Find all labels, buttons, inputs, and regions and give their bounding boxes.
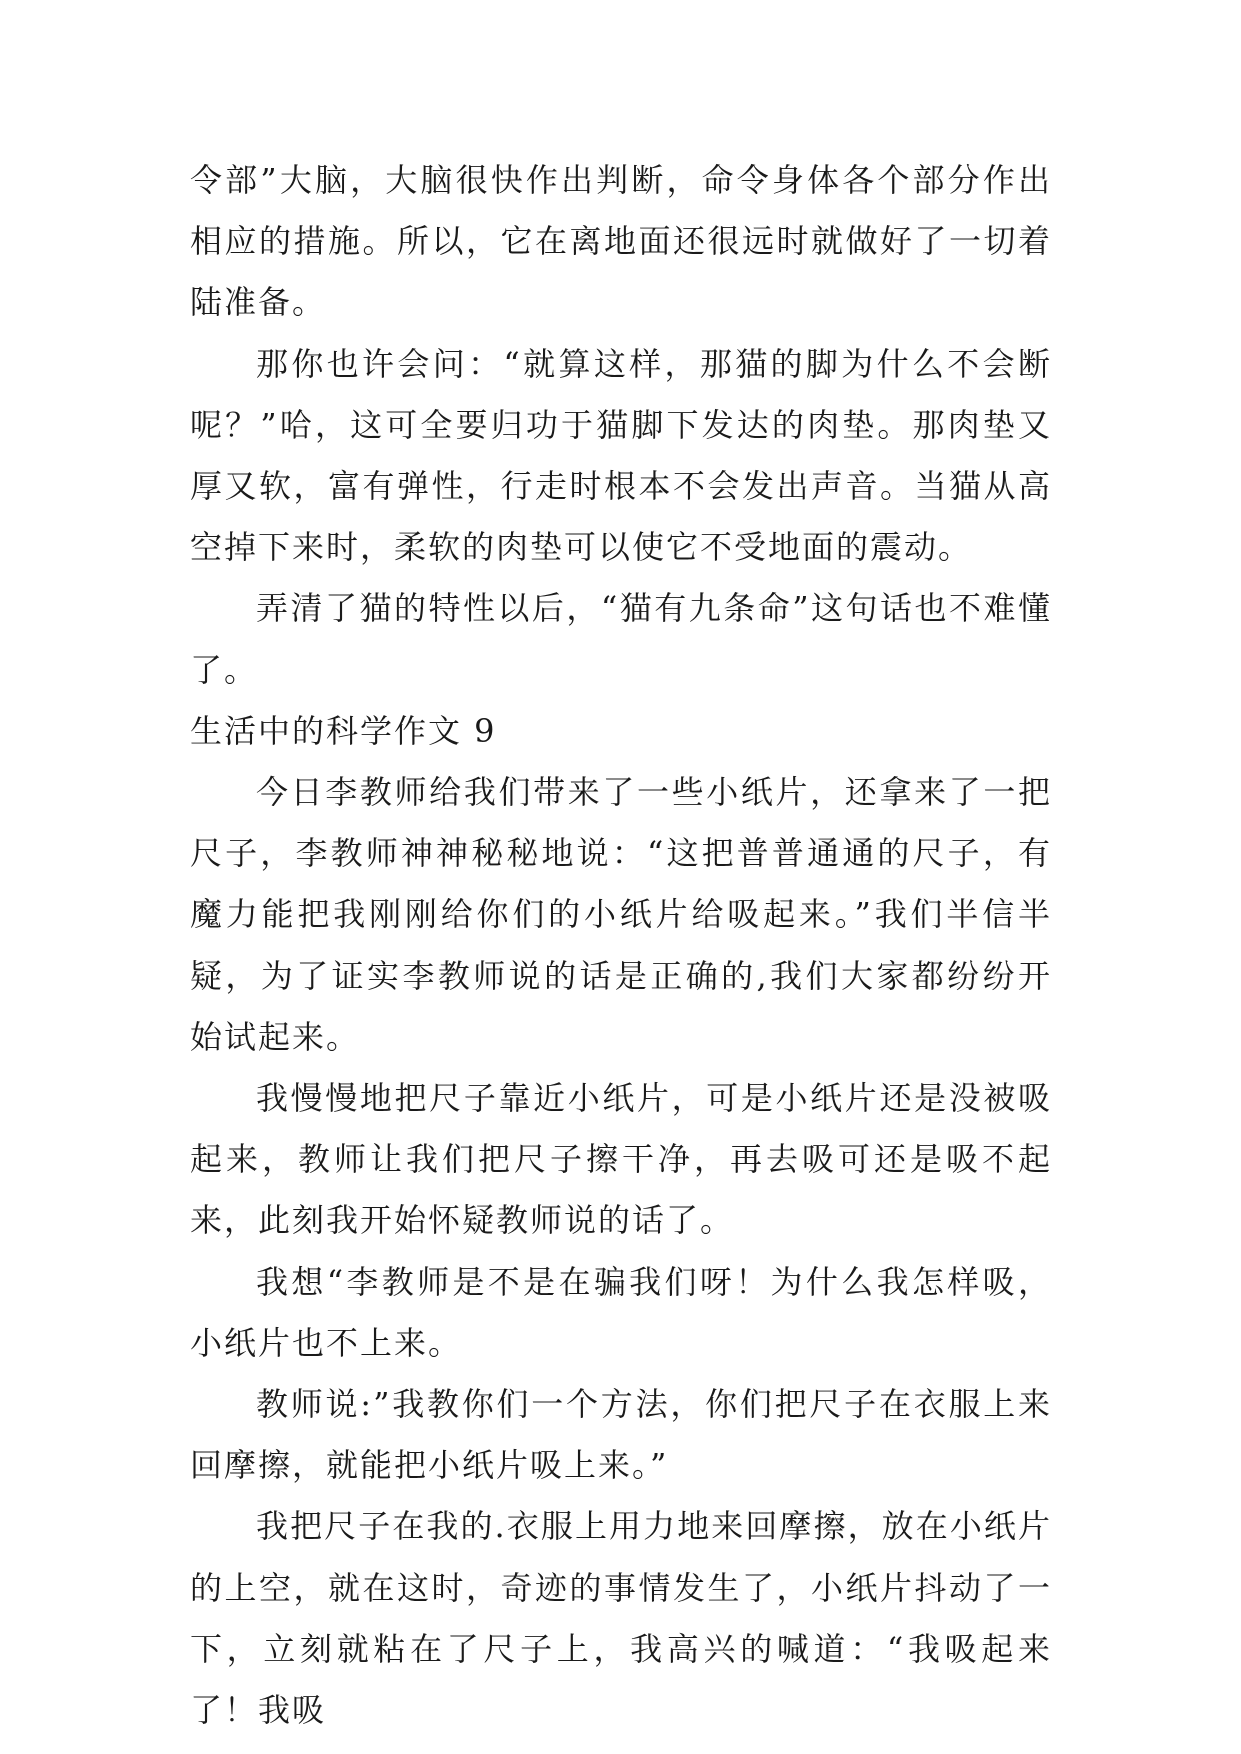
- paragraph-1: 令部”大脑，大脑很快作出判断，命令身体各个部分作出相应的措施。所以，它在离地面还很远时就做好了一切着陆准备。: [190, 161, 1052, 322]
- paragraph-7: 教师说:”我教你们一个方法，你们把尺子在衣服上来回摩擦，就能把小纸片吸上来。”: [190, 1385, 1052, 1485]
- paragraph-2: 那你也许会问：“就算这样，那猫的脚为什么不会断呢？”哈，这可全要归功于猫脚下发达的肉垫。那肉垫又厚又软，富有弹性，行走时根本不会发出声音。当猫从高空掉下来时，柔软的肉垫可以使它不受地面的震动。: [190, 344, 1052, 567]
- paragraph-6: 我想“李教师是不是在骗我们呀！为什么我怎样吸，小纸片也不上来。: [190, 1262, 1052, 1362]
- paragraph-8: 我把尺子在我的.衣服上用力地来回摩擦，放在小纸片的上空，就在这时，奇迹的事情发生了，小纸片抖动了一下，立刻就粘在了尺子上，我高兴的喊道：“我吸起来了！我吸: [190, 1507, 1052, 1730]
- paragraph-4: 今日李教师给我们带来了一些小纸片，还拿来了一把尺子，李教师神神秘秘地说：“这把普普通通的尺子，有魔力能把我刚刚给你们的小纸片给吸起来。”我们半信半疑，为了证实李教师说的话是正确的,我们大家都纷纷开始试起来。: [190, 773, 1052, 1056]
- paragraph-5: 我慢慢地把尺子靠近小纸片，可是小纸片还是没被吸起来，教师让我们把尺子擦干净，再去吸可还是吸不起来，此刻我开始怀疑教师说的话了。: [190, 1079, 1052, 1240]
- document-body: [190, 150, 1052, 1741]
- section-heading: 生活中的科学作文 9: [190, 711, 497, 750]
- paragraph-3: 弄清了猫的特性以后，“猫有九条命”这句话也不难懂了。: [190, 589, 1052, 689]
